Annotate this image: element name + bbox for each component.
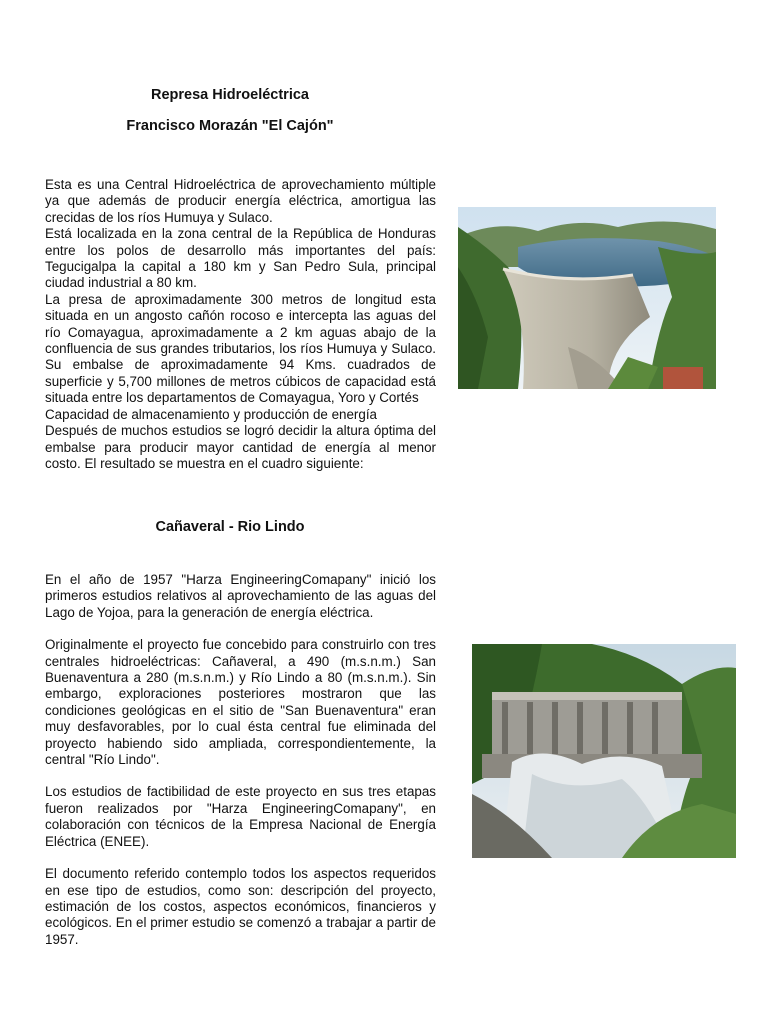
el-cajon-dam-photo [458,207,716,389]
rio-lindo-dam-photo [472,644,736,858]
paragraph: Después de muchos estudios se logró decidir la altura óptima del embalse para producir mayor cantidad de energía al menor costo. El resultado se muestra en el cuadro siguiente: [45,423,436,471]
paragraph: Capacidad de almacenamiento y producción de energía [45,406,378,422]
title-line-1: Represa Hidroeléctrica [151,87,309,103]
paragraph: El documento referido contemplo todos los aspectos requeridos en ese tipo de estudios, como son: descripción del proyecto, estimación de los costos, aspectos económicos, financieros y ecológicos. En el primer estudio se comenzó a trabajar a partir de 1957. [45,866,436,947]
paragraph: Está localizada en la zona central de la República de Honduras entre los polos de desarrollo más importantes del país: Tegucigalpa la capital a 180 km y San Pedro Sula, principal ciudad industrial a 80 km. [45,226,436,291]
paragraph: Esta es una Central Hidroeléctrica de aprovechamiento múltiple ya que además de producir energía eléctrica, amortigua las crecidas de los ríos Humuya y Sulaco. [45,177,436,225]
paragraph: Los estudios de factibilidad de este proyecto en sus tres etapas fueron realizados por "Harza EngineeringComapany", en colaboración con técnicos de la Empresa Nacional de Energía Eléctrica (ENEE). [45,784,436,849]
paragraph: La presa de aproximadamente 300 metros de longitud esta situada en un angosto cañón rocoso e intercepta las aguas del río Comayagua, aproximadamente a 2 km aguas abajo de la confluencia de sus grandes tributarios, los ríos Humuya y Sulaco. Su embalse de aproximadamente 94 Kms. cuadrados de superficie y 5,700 millones de metros cúbicos de capacidad está situada entre los departamentos de Comayagua, Yoro y Cortés [45,291,436,406]
section1-body [45,177,436,472]
paragraph: Originalmente el proyecto fue concebido para construirlo con tres centrales hidroeléctricas: Cañaveral, a 490 (m.s.n.m.) San Buenaventura a 280 (m.s.n.m.) y Río Lindo a 80 (m.s.n.m.). Sin embargo, exploraciones posteriores mostraron que las condiciones geológicas en el sitio de "San Buenaventura" eran muy desfavorables, por lo cual ésta central fue eliminada del proyecto habiendo sido ampliada, correspondientemente, la central "Río Lindo". [45,637,436,768]
paragraph: En el año de 1957 "Harza EngineeringComapany" inició los primeros estudios relativos al aprovechamiento de las aguas del Lago de Yojoa, para la generación de energía eléctrica. [45,572,436,620]
section2-body [45,572,436,948]
section2-title: Cañaveral - Rio Lindo [155,519,305,535]
title-line-2: Francisco Morazán "El Cajón" [126,118,334,134]
